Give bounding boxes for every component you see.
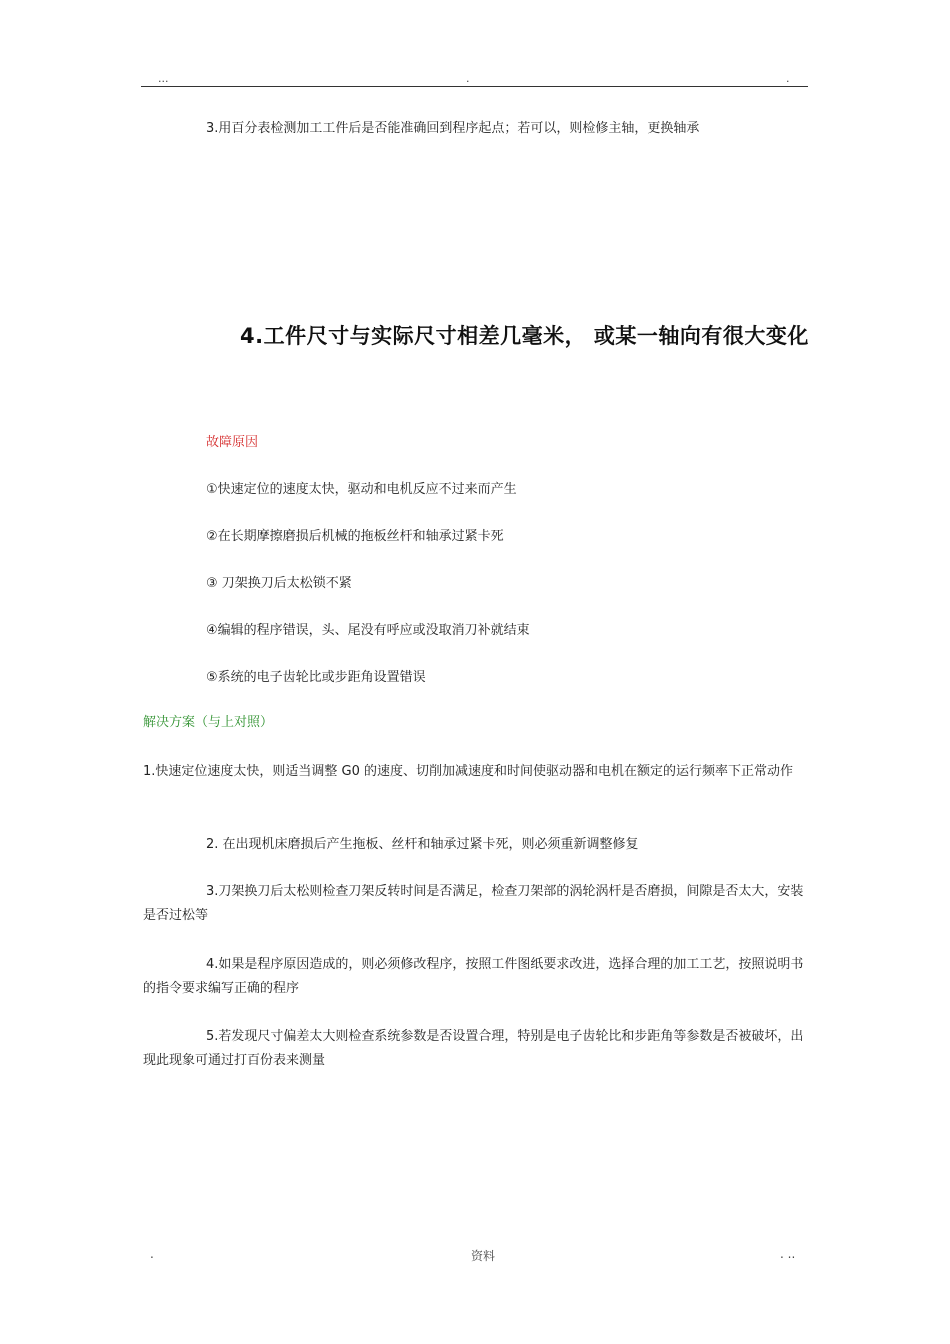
header-right-mark: . [786,72,790,85]
footer-left-mark: . [150,1247,154,1261]
cause-item-1: ①快速定位的速度太快，驱动和电机反应不过来而产生 [206,482,517,497]
solution-item-2: 2. 在出现机床磨损后产生拖板、丝杆和轴承过紧卡死，则必须重新调整修复 [206,837,639,852]
cause-item-4: ④编辑的程序错误，头、尾没有呼应或没取消刀补就结束 [206,623,530,638]
header-left-mark: ... [158,72,169,85]
intro-paragraph: 3.用百分表检测加工工件后是否能准确回到程序起点；若可以，则检修主轴，更换轴承 [206,121,700,136]
solutions-label: 解决方案（与上对照） [143,715,274,730]
causes-label: 故障原因 [206,435,259,450]
solution-item-1: 1.快速定位速度太快，则适当调整 G0 的速度、切削加减速度和时间使驱动器和电机在额定的运行频率下正常动作 [143,764,794,779]
solution-item-5: 5.若发现尺寸偏差太大则检查系统参数是否设置合理，特别是电子齿轮比和步距角等参数是否被破坏，出现此现象可通过打百份表来测量 [143,1029,804,1068]
cause-item-3: ③ 刀架换刀后太松锁不紧 [206,576,352,591]
header-divider [141,86,808,87]
cause-item-2: ②在长期摩擦磨损后机械的拖板丝杆和轴承过紧卡死 [206,529,504,544]
solution-item-3: 3.刀架换刀后太松则检查刀架反转时间是否满足，检查刀架部的涡轮涡杆是否磨损，间隙是否太大，安装是否过松等 [143,884,804,923]
header-center-mark: . [466,72,470,85]
footer-right-mark: . .. [780,1247,796,1261]
footer-center-label: 资料 [471,1249,496,1263]
section-title: 4.工件尺寸与实际尺寸相差几毫米， 或某一轴向有很大变化 [240,324,809,348]
cause-item-5: ⑤系统的电子齿轮比或步距角设置错误 [206,670,426,685]
solution-item-4: 4.如果是程序原因造成的，则必须修改程序，按照工件图纸要求改进，选择合理的加工工艺，按照说明书的指令要求编写正确的程序 [143,957,804,996]
